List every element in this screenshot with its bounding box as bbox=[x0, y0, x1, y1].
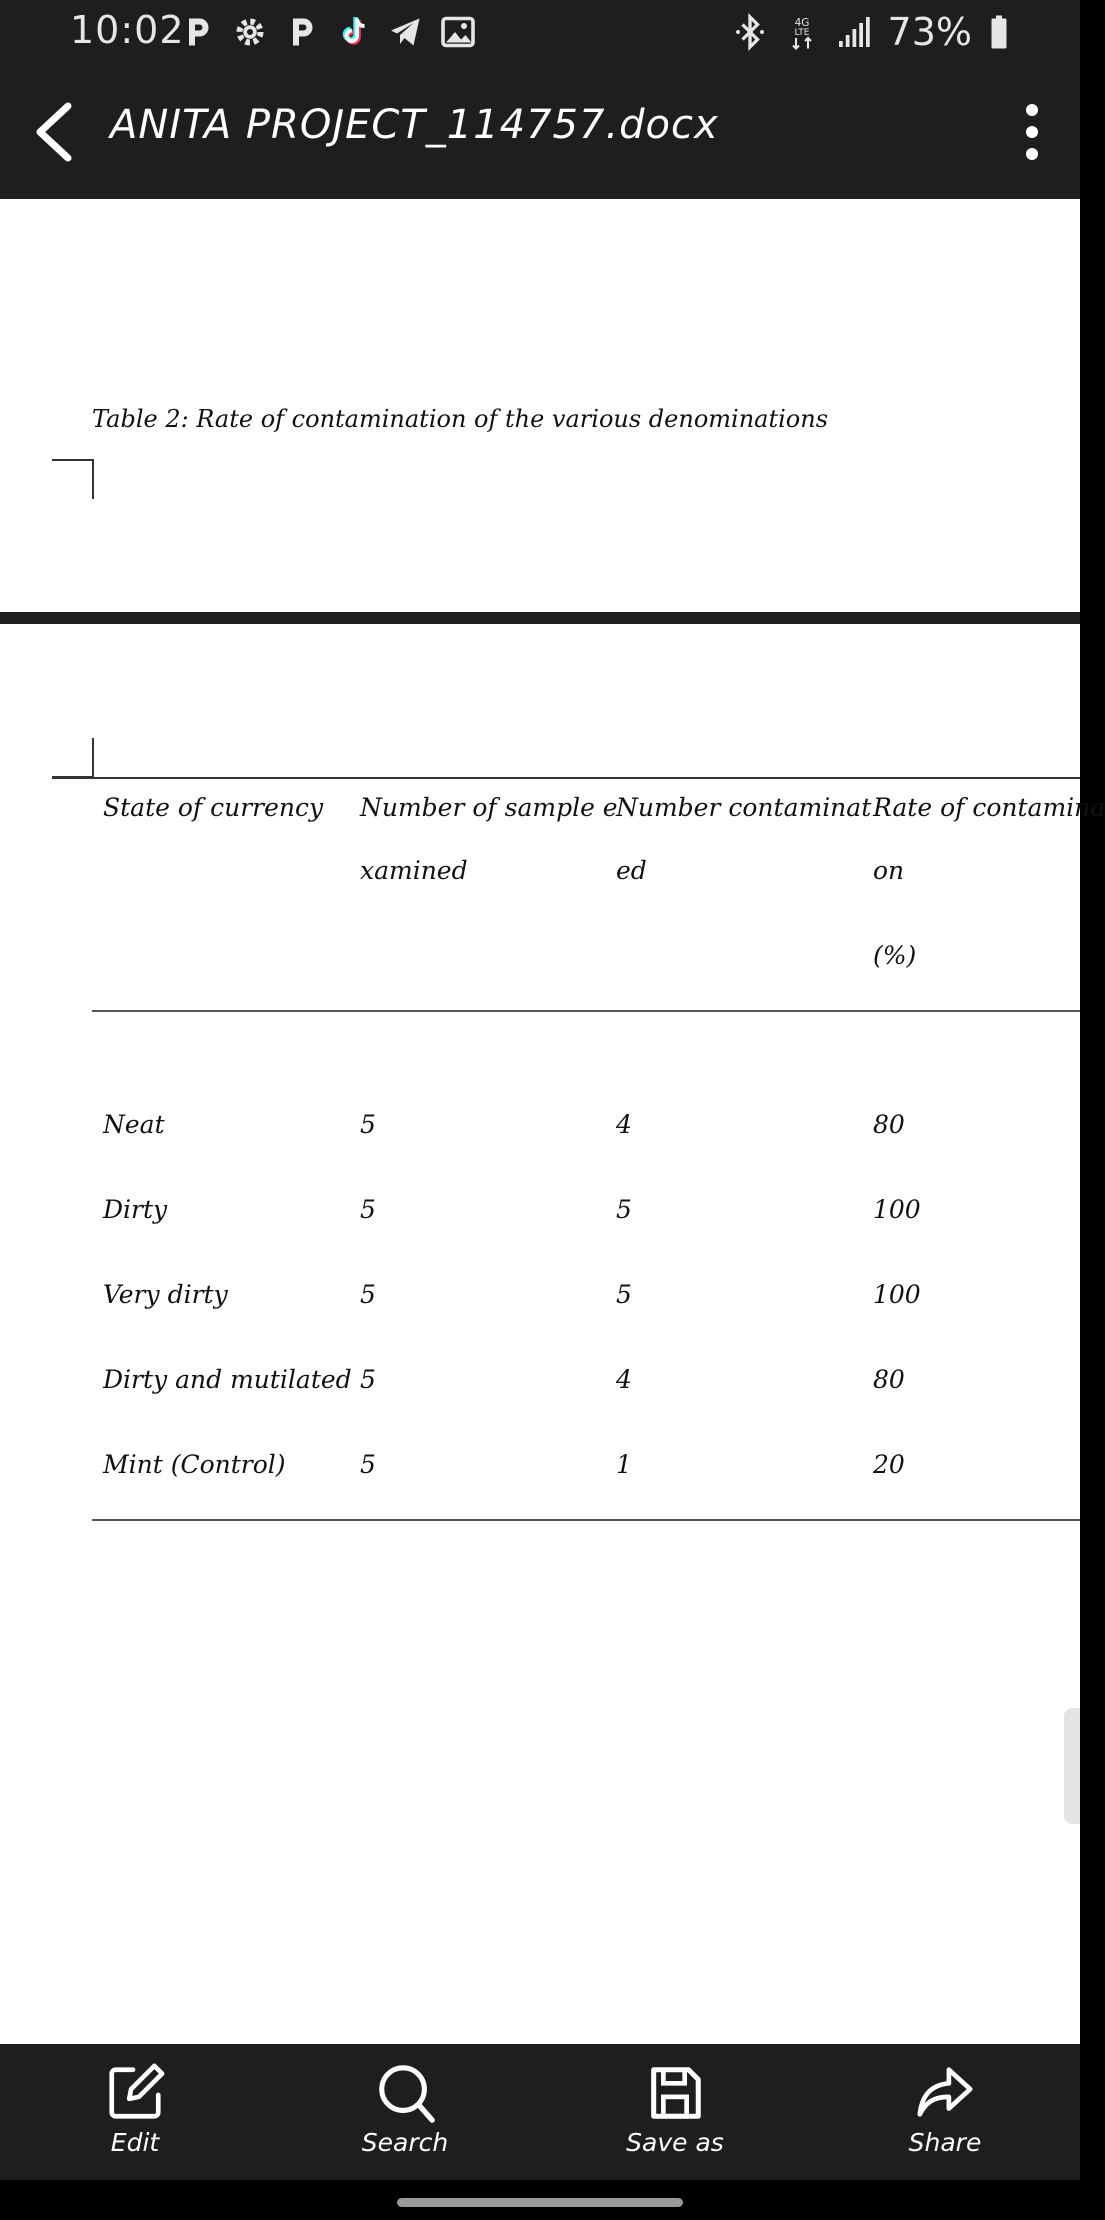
table-caption: Table 2: Rate of contamination of the various denominations bbox=[92, 405, 829, 433]
table-cell: 4 bbox=[616, 1365, 632, 1394]
status-time: 10:02 bbox=[70, 8, 185, 52]
save-as-label: Save as bbox=[626, 2128, 724, 2157]
search-button[interactable] bbox=[320, 2062, 490, 2172]
document-title: ANITA PROJECT_114757.docx bbox=[110, 102, 719, 148]
page-separator bbox=[0, 612, 1080, 624]
4g-lte-icon bbox=[784, 14, 820, 50]
table-cell: 5 bbox=[360, 1280, 376, 1309]
gallery-icon bbox=[440, 14, 476, 50]
table-cell: 4 bbox=[616, 1110, 632, 1139]
home-gesture-handle[interactable] bbox=[397, 2198, 683, 2207]
bottom-toolbar bbox=[0, 2044, 1080, 2180]
search-label: Search bbox=[361, 2128, 449, 2157]
table-cell: 100 bbox=[873, 1280, 921, 1309]
telegram-icon bbox=[388, 14, 424, 50]
document-page[interactable] bbox=[0, 199, 1080, 612]
share-icon bbox=[914, 2062, 976, 2124]
p-icon bbox=[180, 14, 216, 50]
table-cell: 1 bbox=[616, 1450, 632, 1479]
table-cell: 5 bbox=[360, 1450, 376, 1479]
share-label: Share bbox=[908, 2128, 982, 2157]
gear-icon bbox=[232, 14, 268, 50]
app-bar bbox=[0, 62, 1080, 199]
table-cell: 80 bbox=[873, 1365, 905, 1394]
back-button[interactable] bbox=[28, 102, 80, 162]
share-button[interactable] bbox=[860, 2062, 1030, 2172]
system-icons bbox=[732, 10, 1010, 54]
notification-icons bbox=[180, 12, 476, 52]
margin-marker bbox=[52, 459, 94, 499]
save-icon bbox=[644, 2062, 706, 2124]
status-bar bbox=[0, 0, 1080, 62]
chevron-left-icon bbox=[28, 102, 80, 162]
tiktok-icon bbox=[336, 14, 372, 50]
p-icon bbox=[284, 14, 320, 50]
edit-button[interactable] bbox=[50, 2062, 220, 2172]
table-cell: Very dirty bbox=[103, 1280, 228, 1309]
more-vertical-icon bbox=[1012, 102, 1052, 162]
signal-icon bbox=[836, 14, 872, 50]
table-cell: Dirty and mutilated bbox=[103, 1365, 352, 1394]
navigation-bar bbox=[0, 2180, 1080, 2220]
battery-percent: 73% bbox=[887, 10, 972, 54]
search-icon bbox=[374, 2062, 436, 2124]
table-bottom-rule bbox=[92, 1519, 1080, 1521]
svg-text:LTE: LTE bbox=[794, 28, 810, 38]
bluetooth-icon bbox=[732, 14, 768, 50]
table-cell: Mint (Control) bbox=[103, 1450, 286, 1479]
table-cell: Dirty bbox=[103, 1195, 168, 1224]
save-as-button[interactable] bbox=[590, 2062, 760, 2172]
scrollbar-thumb[interactable] bbox=[1064, 1708, 1080, 1824]
table-cell: 5 bbox=[360, 1110, 376, 1139]
table-header-cell: Rate of contamina on bbox=[873, 793, 1105, 885]
table-cell: Neat bbox=[103, 1110, 165, 1139]
table-cell: 80 bbox=[873, 1110, 905, 1139]
more-options-button[interactable] bbox=[1012, 102, 1052, 162]
document-page[interactable]: State of currency Number of sample e xamined Number contaminat ed Rate of contamina on (%) Neat 5 4 80 Dirty 5 5 100 Very dirty 5 5 100 Dirty and mutilated 5 4 80 Mint (Control) 5 1 20 bbox=[0, 624, 1080, 2044]
table-cell: 5 bbox=[616, 1195, 632, 1224]
table-cell: 100 bbox=[873, 1195, 921, 1224]
edit-label: Edit bbox=[110, 2128, 160, 2157]
table-top-rule bbox=[52, 777, 1080, 779]
table-header-rule bbox=[92, 1010, 1080, 1012]
table-cell: 5 bbox=[360, 1195, 376, 1224]
table-cell: 5 bbox=[616, 1280, 632, 1309]
table-cell: 20 bbox=[873, 1450, 905, 1479]
svg-text:4G: 4G bbox=[794, 17, 809, 29]
battery-icon bbox=[988, 14, 1010, 50]
edit-icon bbox=[104, 2062, 166, 2124]
table-cell: 5 bbox=[360, 1365, 376, 1394]
margin-marker bbox=[52, 738, 94, 778]
